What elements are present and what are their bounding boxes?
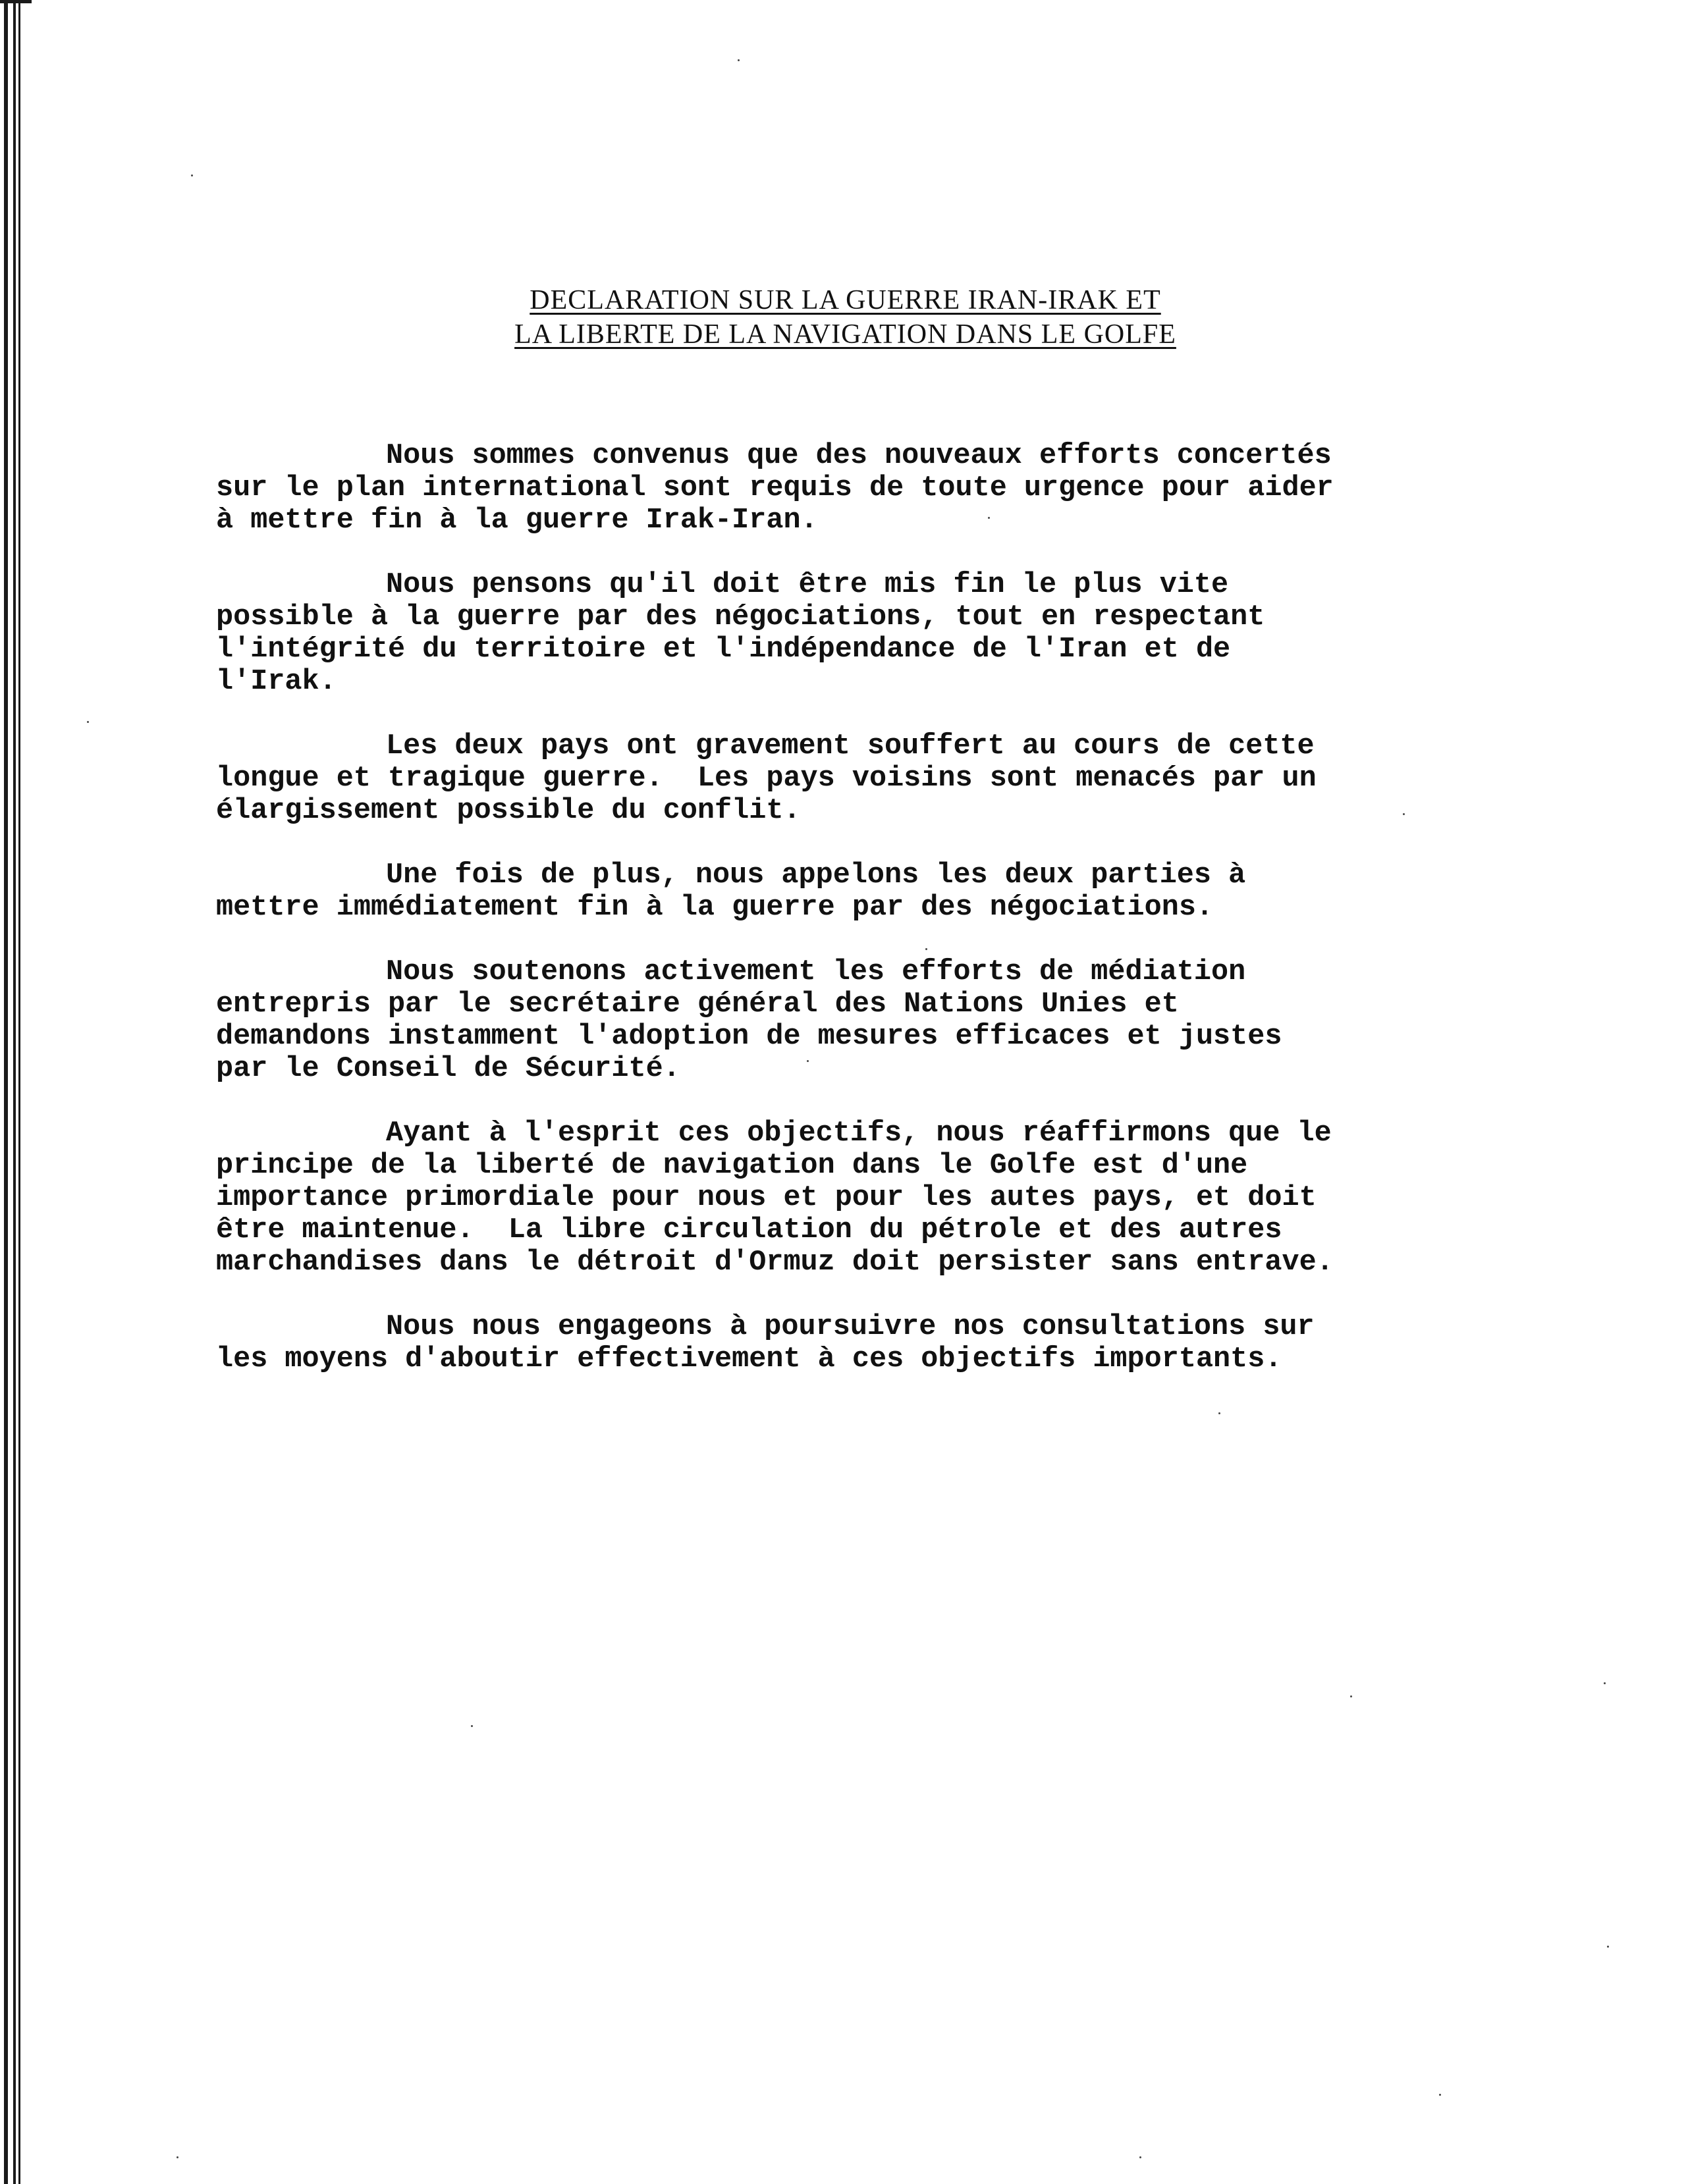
scan-speck	[925, 948, 927, 950]
scan-speck	[1218, 1412, 1220, 1414]
paragraph-line: à mettre fin à la guerre Irak-Iran.	[216, 504, 818, 537]
paragraph-line: marchandises dans le détroit d'Ormuz doit persister sans entrave.	[216, 1246, 1334, 1279]
paragraph-6	[216, 1117, 1467, 1279]
paragraph-5	[216, 956, 1467, 1085]
document-body	[216, 440, 1467, 1408]
paragraph-line: entrepris par le secrétaire général des Nations Unies et	[216, 988, 1179, 1021]
scan-speck	[87, 721, 89, 723]
document-title	[0, 283, 1688, 352]
paragraph-line: l'intégrité du territoire et l'indépendance de l'Iran et de	[216, 633, 1231, 666]
scan-speck	[1403, 813, 1405, 815]
scan-speck	[1350, 1695, 1352, 1697]
paragraph-7	[216, 1311, 1467, 1375]
scan-speck	[1139, 2156, 1141, 2158]
paragraph-line: Une fois de plus, nous appelons les deux parties à	[386, 859, 1246, 892]
paragraph-line: sur le plan international sont requis de toute urgence pour aider	[216, 472, 1334, 504]
paragraph-line: demandons instamment l'adoption de mesures efficaces et justes	[216, 1021, 1282, 1053]
paragraph-4	[216, 859, 1467, 924]
scan-speck	[1607, 1946, 1609, 1948]
paragraph-line: principe de la liberté de navigation dans le Golfe est d'une	[216, 1150, 1248, 1182]
scan-speck	[988, 517, 990, 519]
paragraph-line: Ayant à l'esprit ces objectifs, nous réaffirmons que le	[386, 1117, 1332, 1150]
paragraph-line: importance primordiale pour nous et pour les autes pays, et doit	[216, 1182, 1317, 1214]
paragraph-3	[216, 730, 1467, 827]
scan-speck	[738, 59, 740, 61]
paragraph-line: mettre immédiatement fin à la guerre par des négociations.	[216, 892, 1214, 924]
paragraph-line: les moyens d'aboutir effectivement à ces objectifs importants.	[216, 1343, 1282, 1375]
paragraph-line: longue et tragique guerre. Les pays voisins sont menacés par un	[216, 762, 1317, 795]
paragraph-line: par le Conseil de Sécurité.	[216, 1053, 680, 1085]
paragraph-2	[216, 569, 1467, 698]
title-line-2: LA LIBERTE DE LA NAVIGATION DANS LE GOLFE	[514, 319, 1176, 350]
paragraph-line: l'Irak.	[216, 666, 337, 698]
paragraph-line: Nous pensons qu'il doit être mis fin le plus vite	[386, 569, 1229, 601]
scan-speck	[807, 1060, 809, 1062]
scan-speck	[177, 2156, 178, 2158]
title-line-1: DECLARATION SUR LA GUERRE IRAN-IRAK ET	[530, 285, 1161, 315]
paragraph-line: Les deux pays ont gravement souffert au cours de cette	[386, 730, 1315, 762]
paragraph-line: Nous sommes convenus que des nouveaux efforts concertés	[386, 440, 1332, 472]
scan-speck	[191, 174, 193, 176]
paragraph-line: être maintenue. La libre circulation du pétrole et des autres	[216, 1214, 1282, 1246]
paragraph-line: Nous nous engageons à poursuivre nos consultations sur	[386, 1311, 1315, 1343]
scan-speck	[471, 1725, 473, 1727]
scan-speck	[1604, 1682, 1606, 1684]
paragraph-line: élargissement possible du conflit.	[216, 795, 801, 827]
scan-speck	[1439, 2094, 1441, 2096]
paragraph-line: possible à la guerre par des négociations, tout en respectant	[216, 601, 1265, 633]
paragraph-line: Nous soutenons activement les efforts de médiation	[386, 956, 1246, 988]
paragraph-1	[216, 440, 1467, 537]
